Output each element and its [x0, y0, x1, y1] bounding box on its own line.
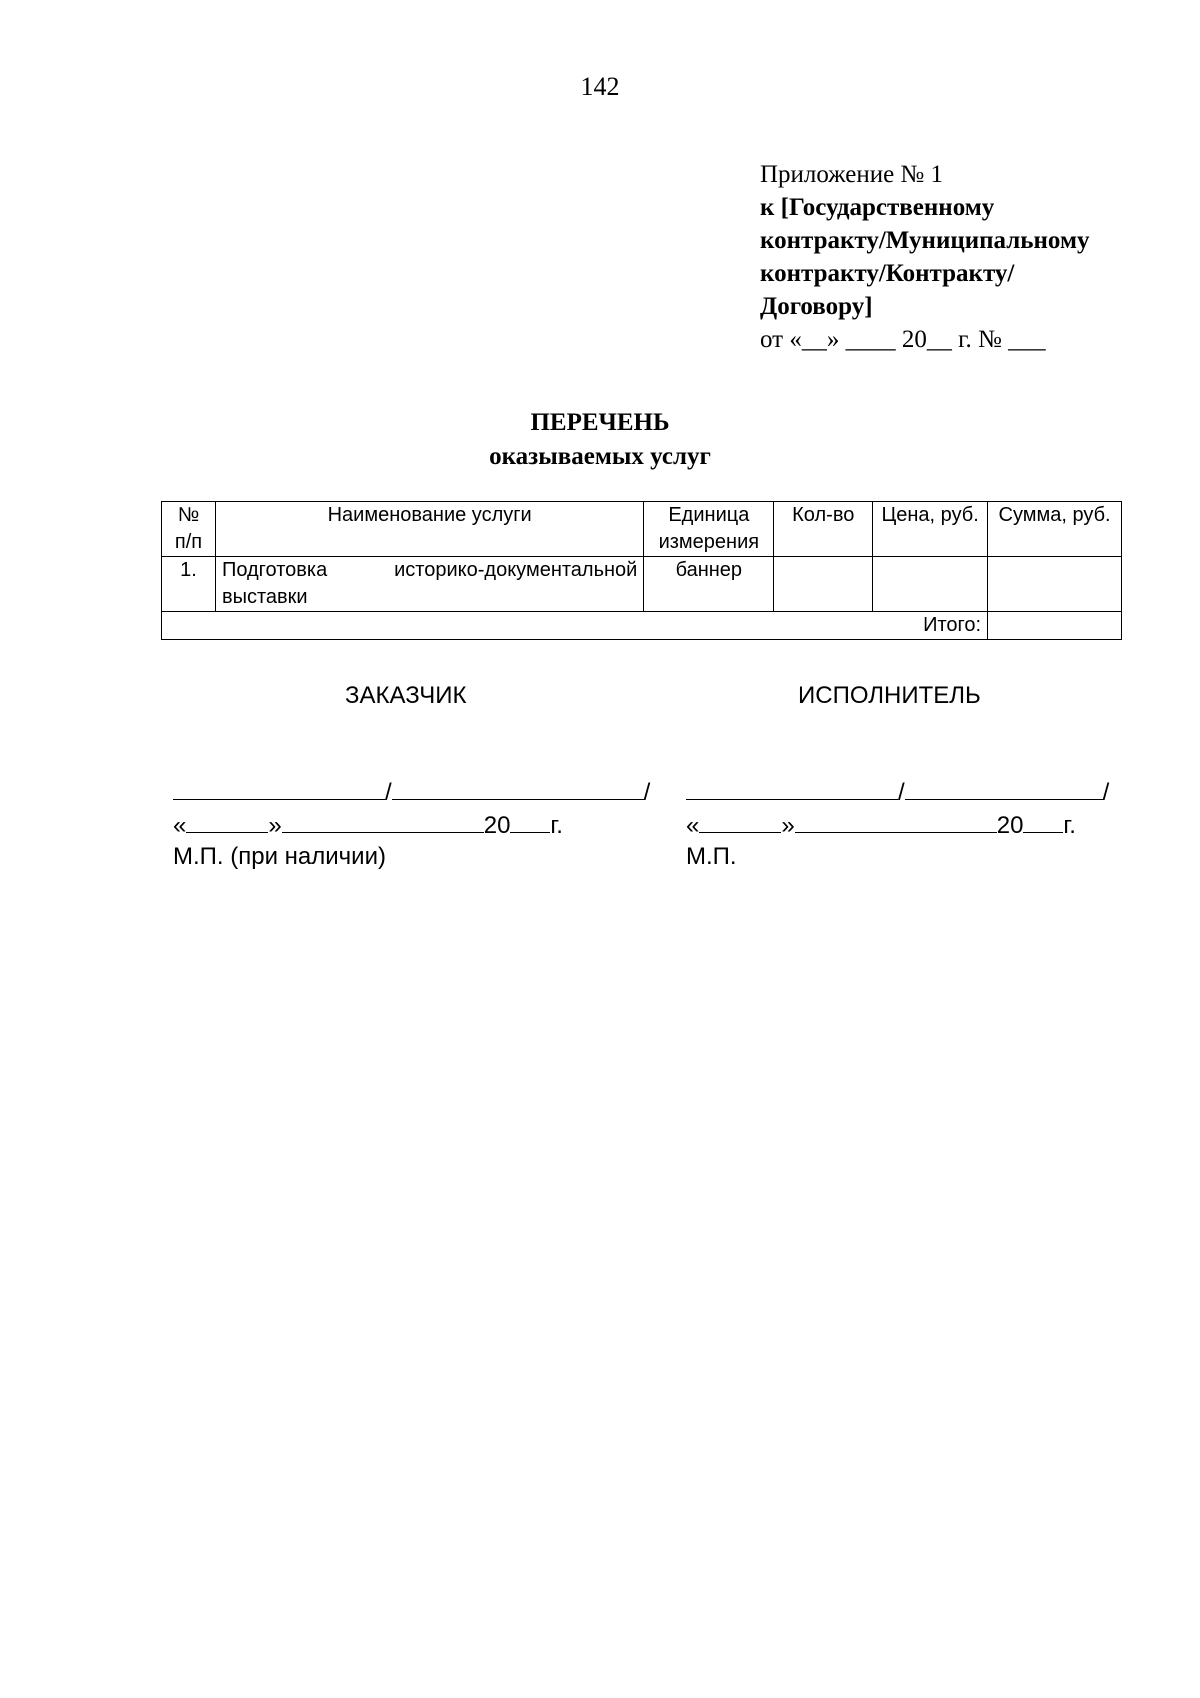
document-title [0, 406, 1200, 474]
cell-sum [988, 557, 1122, 612]
cell-unit: баннер [644, 557, 774, 612]
appendix-block [760, 158, 1180, 356]
contractor-stamp: М.П. [686, 843, 737, 870]
cell-num: 1. [162, 557, 216, 612]
title-line: ПЕРЕЧЕНЬ [530, 409, 670, 436]
contractor-signature-line: / / [686, 775, 1109, 809]
header-sum: Сумма, руб. [988, 502, 1122, 557]
table-header-row [162, 502, 1122, 557]
contractor-heading: ИСПОЛНИТЕЛЬ [798, 682, 981, 709]
cell-qty [774, 557, 873, 612]
customer-signature-blank [173, 775, 385, 800]
cell-price [873, 557, 988, 612]
customer-day-blank [186, 808, 268, 833]
contractor-signature-blank [686, 775, 898, 800]
contractor-day-blank [699, 808, 781, 833]
customer-year-blank [510, 808, 550, 833]
header-unit: Единица измерения [644, 502, 774, 557]
appendix-contract-line: Договору] [760, 293, 873, 320]
customer-heading: ЗАКАЗЧИК [345, 682, 467, 709]
services-table [161, 501, 1122, 640]
contractor-date-line: « » 20 г. [686, 808, 1076, 842]
appendix-contract-line: контракту/Муниципальному [760, 227, 1090, 254]
title-line: оказываемых услуг [489, 443, 711, 470]
header-name: Наименование услуги [215, 502, 643, 557]
table-row [162, 557, 1122, 612]
customer-name-blank [392, 775, 644, 800]
contractor-year-blank [1023, 808, 1063, 833]
customer-date-line: « » 20 г. [173, 808, 563, 842]
customer-stamp: М.П. (при наличии) [173, 843, 386, 870]
contractor-name-blank [905, 775, 1103, 800]
total-value [988, 612, 1122, 640]
page-number: 142 [580, 72, 620, 101]
customer-month-blank [282, 808, 484, 833]
header-qty: Кол-во [774, 502, 873, 557]
total-label: Итого: [162, 612, 988, 640]
appendix-contract-line: к [Государственному [760, 194, 995, 221]
header-price: Цена, руб. [873, 502, 988, 557]
customer-signature-line: / / [173, 775, 650, 809]
appendix-contract-line: контракту/Контракту/ [760, 260, 1015, 287]
table-total-row [162, 612, 1122, 640]
appendix-date-line: от «__» ____ 20__ г. № ___ [760, 326, 1046, 353]
appendix-number: Приложение № 1 [760, 161, 944, 188]
cell-name: Подготовка историко-документальной выставки [215, 557, 643, 612]
header-num: № п/п [162, 502, 216, 557]
contractor-month-blank [795, 808, 997, 833]
